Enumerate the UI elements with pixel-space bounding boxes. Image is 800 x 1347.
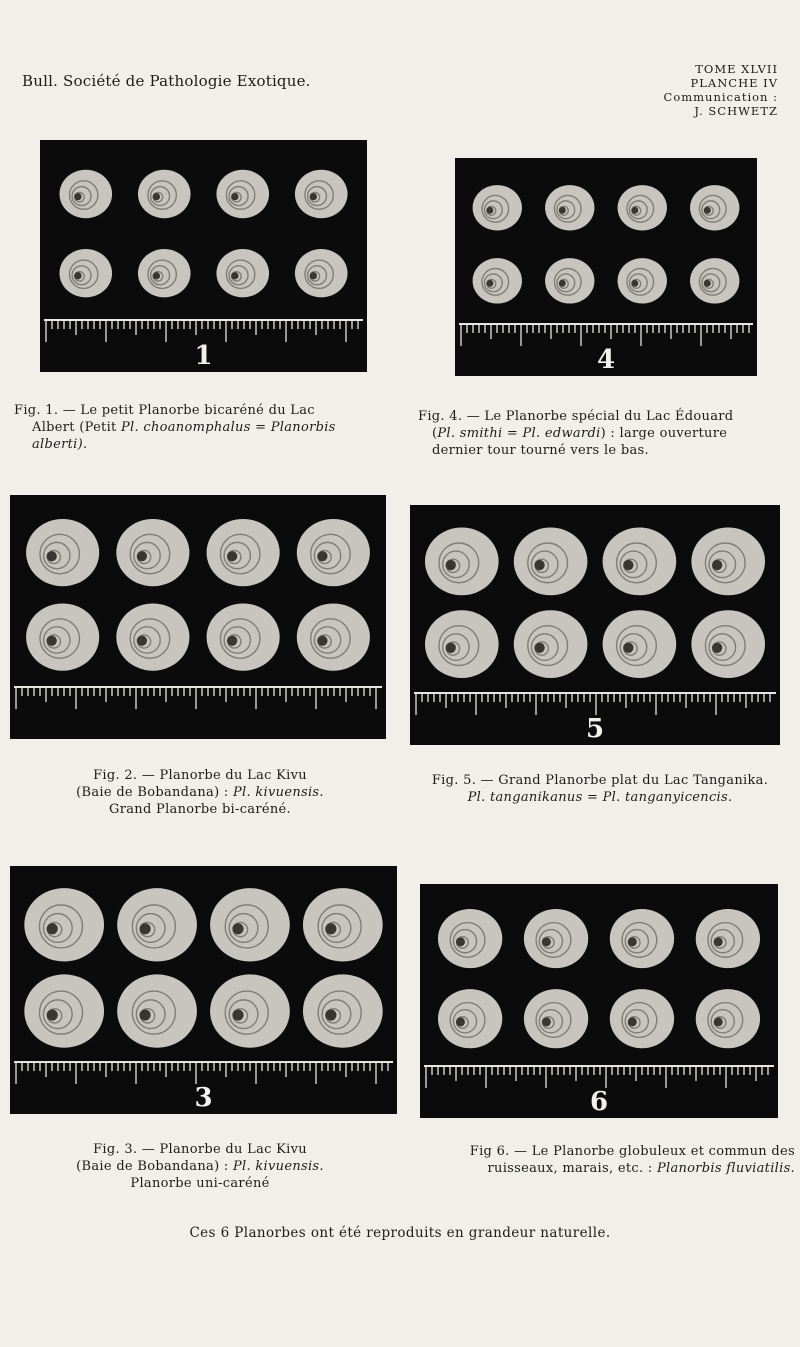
shell-specimen [216,170,269,218]
shell-specimen [514,610,588,678]
figure-2-caption [20,767,380,818]
journal-title: Bull. Société de Pathologie Exotique. [22,72,311,90]
communication-label: Communication : [663,90,778,104]
shell-specimen [473,185,522,230]
shell-specimen [690,185,739,230]
shell-specimen [545,258,594,303]
figure-5-caption [405,772,795,806]
figure-3-photo [10,866,397,1114]
shell-specimen [691,610,765,678]
figure-6-caption [410,1143,795,1177]
figure-3-caption [20,1141,380,1192]
plate-svg [40,140,367,372]
planche-label: PLANCHE IV [690,76,778,90]
shell-specimen [216,249,269,297]
tome-label: TOME XLVII [695,62,778,76]
shell-specimen [138,249,191,297]
shell-specimen [116,603,189,670]
caption-line: Fig 6. — Le Planorbe globuleux et commun des [469,1144,795,1159]
shell-specimen [116,519,189,586]
shell-specimen [610,909,674,968]
shell-specimen [603,610,677,678]
shell-specimen [297,603,370,670]
shell-specimen [295,170,348,218]
shell-specimen [690,258,739,303]
plate-svg [455,158,757,376]
shell-specimen [210,888,290,961]
scale-ruler [424,1066,774,1088]
plate-svg [10,866,397,1114]
figure-5-photo [410,505,780,745]
caption-line: alberti). [32,437,88,452]
shell-specimen [438,989,502,1048]
scale-ruler [44,320,363,342]
figure-number-mark: 5 [585,714,605,744]
shell-specimen [138,170,191,218]
shell-specimen [24,888,104,961]
shell-specimen [297,519,370,586]
caption-line: Planorbe uni-caréné [130,1176,270,1191]
shell-specimen [207,603,280,670]
caption-line: Fig. 4. — Le Planorbe spécial du Lac Édouard [418,409,734,424]
caption-line: Pl. tanganikanus = Pl. tanganyicencis. [467,790,733,805]
caption-line: dernier tour tourné vers le bas. [432,443,649,458]
footer-note: Ces 6 Planorbes ont été reproduits en grandeur naturelle. [189,1225,611,1241]
shell-specimen [696,989,760,1048]
shell-specimen [618,185,667,230]
scale-ruler [14,687,382,709]
shell-specimen [603,528,677,596]
caption-line: Fig. 1. — Le petit Planorbe bicaréné du Lac [14,403,315,418]
scale-ruler [14,1062,393,1084]
shell-specimen [524,989,588,1048]
figure-number-mark: 3 [194,1083,213,1113]
figure-number-mark: 6 [589,1087,609,1117]
shell-specimen [303,974,383,1047]
shell-specimen [207,519,280,586]
caption-line: Fig. 2. — Planorbe du Lac Kivu [93,768,307,783]
shell-specimen [117,974,197,1047]
shell-specimen [117,888,197,961]
caption-line: Fig. 5. — Grand Planorbe plat du Lac Tanganika. [431,773,769,788]
shell-specimen [26,519,99,586]
figure-4-caption [418,408,790,459]
shell-specimen [610,989,674,1048]
caption-line: (Baie de Bobandana) : Pl. kivuensis. [76,785,324,800]
shell-specimen [545,185,594,230]
scale-ruler [414,693,776,715]
figure-1-caption [14,402,394,453]
scale-ruler [459,324,753,346]
plate-svg [420,884,778,1118]
shell-specimen [59,249,112,297]
shell-specimen [696,909,760,968]
shell-specimen [295,249,348,297]
caption-line: Albert (Petit Pl. choanomphalus = Planorbis [32,420,336,435]
figure-number-mark: 1 [194,341,213,371]
author-label: J. SCHWETZ [694,104,778,118]
shell-specimen [24,974,104,1047]
plate-info [664,62,778,118]
shell-specimen [425,528,499,596]
figure-number-mark: 4 [596,345,616,375]
caption-line: (Baie de Bobandana) : Pl. kivuensis. [76,1159,324,1174]
shell-specimen [473,258,522,303]
shell-specimen [210,974,290,1047]
shell-specimen [26,603,99,670]
shell-specimen [514,528,588,596]
figure-4-photo [455,158,757,376]
plate-svg [410,505,780,745]
caption-line: ruisseaux, marais, etc. : Planorbis fluviatilis. [487,1161,795,1176]
shell-specimen [524,909,588,968]
figure-2-photo [10,495,386,739]
caption-line: Grand Planorbe bi-caréné. [109,802,291,817]
caption-line: (Pl. smithi = Pl. edwardi) : large ouverture [432,426,728,441]
figure-6-photo [420,884,778,1118]
shell-specimen [438,909,502,968]
shell-specimen [303,888,383,961]
caption-line: Fig. 3. — Planorbe du Lac Kivu [93,1142,307,1157]
figure-1-photo [40,140,367,372]
shell-specimen [425,610,499,678]
plate-svg [10,495,386,739]
shell-specimen [59,170,112,218]
shell-specimen [691,528,765,596]
shell-specimen [618,258,667,303]
